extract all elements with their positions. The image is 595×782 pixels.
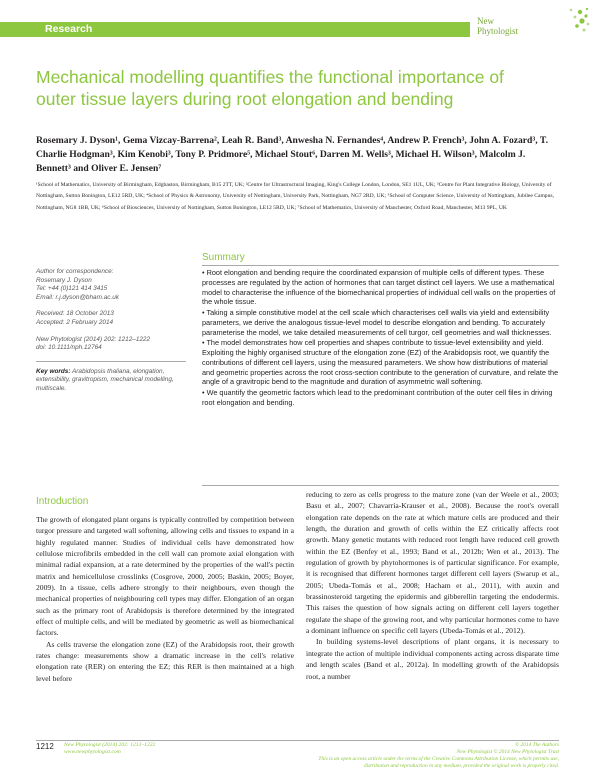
- author-list: Rosemary J. Dyson¹, Gema Vizcay-Barrena², Leah R. Band³, Anwesha N. Fernandes⁴, Andrew P. French³, John A. Fozard³, T. Charlie Hodgman³, Kim Kenobi³, Tony P. Pridmore⁵, Michael Stout⁶, Darren M. Wells³, Michael H. Wilson³, Malcolm J. Bennett³ and Oliver E. Jensen⁷: [36, 135, 548, 174]
- keywords-block: Key words: Arabidopsis thaliana, elongation, extensibility, gravitropism, mechanical modelling, multiscale.: [36, 367, 174, 392]
- footer-citation: New Phytologist (2014) 202: 1212–1222 www.newphytologist.com: [64, 742, 156, 755]
- affiliations: ¹School of Mathematics, University of Birmingham, Edgbaston, Birmingham, B15 2TT, UK; ²Centre for Ultrastructural Imaging, King's College London, London, SE1 1UL, UK; ³Centre for Plant Integrative Biology, University of Nottingham, Sutton Bonington, LE12 5RD, UK; ⁴School of Physics & Astronomy, University of Nottingham, University Park, Nottingham, NG7 2RD, UK; ⁵School of Computer Science, University of Nottingham, Jubilee Campus, Nottingham, NG8 1BB, UK; ⁶School of Biosciences, University of Nottingham, Sutton Bonington, LE12 5RD, UK; ⁷School of Mathematics, University of Manchester, Oxford Road, Manchester, M13 9PL, UK: [36, 182, 554, 211]
- summary-bullet: • We quantify the geometric factors which lead to the predominant contribution of the outer cell files in driving root elongation and bending.: [202, 388, 553, 407]
- journal-url-link[interactable]: www.newphytologist.com: [64, 749, 121, 755]
- paragraph: In building systems-level descriptions of plant organs, it is necessary to integrate the action of multiple individual components acting across disparate time and length scales (Band et al., 2012a). In modelling growth of the Arabidopsis root, a number: [306, 637, 559, 681]
- correspondence-block: Author for correspondence: Rosemary J. Dyson Tel: +44 (0)121 414 3415 Email: r.j.dyson@bham.ac.uk: [36, 268, 186, 302]
- citation-block: New Phytologist (2014) 202: 1212–1222 doi: 10.1111/nph.12764: [36, 336, 186, 353]
- journal-logo-dots: [540, 6, 590, 40]
- summary-bullet: • The model demonstrates how cell properties and shapes contribute to tissue-level extensibility and yield. Exploiting the highly organised structure of the elongation zone (EZ) of the Arabidopsis root, we quantify the contributions of different cell layers, using the measured parameters. We show how distributions of material and geometric properties across the root cross-section contribute to the generation of curvature, and relate the angle of a gravitropic bend to the magnitude and duration of asymmetric wall softening.: [202, 338, 559, 387]
- article-title: Mechanical modelling quantifies the functional importance of outer tissue layers during root elongation and bending: [36, 67, 504, 109]
- introduction-heading: Introduction: [36, 496, 89, 507]
- summary-body: [202, 268, 559, 409]
- correspondence-email[interactable]: Email: r.j.dyson@bham.ac.uk: [36, 293, 119, 301]
- footer-divider: [36, 740, 559, 741]
- paragraph: The growth of elongated plant organs is typically controlled by competition between turgor pressure and targeted wall softening, allowing cells and tissues to expand in a highly regulated manner. Studies of individual cells have demonstrated how cellulose microfibrils embedded in the cell wall can promote axial elongation with minimal radial expansion, at a rate determined by the properties of the wall's pectin matrix and hemicellulose crosslinks (Cosgrove, 2000, 2005; Baskin, 2005; Boyer, 2009). In a tissue, cells adhere strongly to their neighbours, even though the mechanical properties of neighbouring cell types may differ. Elongation of an organ such as the primary root of Arabidopsis is therefore determined by the integrated effect of multiple cells, and will be mediated by geometric as well as biomechanical factors.: [36, 515, 294, 638]
- section-label: Research: [45, 23, 93, 35]
- article-sidebar: [36, 268, 186, 402]
- journal-name: New Phytologist: [477, 16, 519, 36]
- body-column-right: [306, 489, 559, 682]
- summary-bullet: • Taking a simple constitutive model at the cell scale which characterises cell walls via yield and extensibility parameters, we derive the analogous tissue-level model to describe elongation and bending. To accurately parameterise the model, we take detailed measurements of cell turgor, cell geometries and wall thicknesses.: [202, 308, 552, 337]
- paragraph: As cells traverse the elongation zone (EZ) of the Arabidopsis root, their growth rates change: measurements show a dramatic increase in the cell's relative elongation rate (RER) on entering the EZ; this RER is then maintained at a high level before: [36, 639, 294, 683]
- paragraph: reducing to zero as cells progress to the mature zone (van der Weele et al., 2003; Basu et al., 2007; Chavarría-Krauser et al., 2008). Because the root's overall elongation rate depends on the rate at which mature cells are produced and their length, the duration and growth of cells within the EZ critically affects root growth. Many genetic mutants with reduced root length have reduced cell growth within the EZ (Benfey et al., 1993; Band et al., 2012b; Wen et al., 2013). The regulation of growth by phytohormones is of particular significance. For example, it is recognised that different hormones target different cell layers (Swarup et al., 2005; Ubeda-Tomás et al., 2008; Hacham et al., 2011), with auxin and brassinosteroid targeting the epidermis and gibberellin targeting the endodermis. This raises the question of how signals acting on different cell layers together regulate the shape of the growing root, and why particular hormones come to have a dominant influence on specific cell layers (Ubeda-Tomás et al., 2012).: [306, 490, 559, 636]
- summary-divider-bottom: [202, 485, 559, 486]
- summary-heading: Summary: [202, 252, 245, 263]
- summary-bullet: • Root elongation and bending require the coordinated expansion of multiple cells of different types. These processes are regulated by the action of hormones that can target distinct cell layers. We use a mathematical model to characterise the influence of the biomechanical properties of individual cell walls on the properties of the whole tissue.: [202, 268, 556, 307]
- footer-copyright: © 2014 The Authors New Phytologist © 2014 New Phytologist Trust This is an open access article under the terms of the Creative Commons Attribution License, which permits use, distribution and reproduction in any medium, provided the original work is properly cited.: [318, 742, 559, 769]
- doi-link[interactable]: doi: 10.1111/nph.12764: [36, 344, 102, 352]
- page-header: [0, 0, 595, 42]
- dates-block: Received: 18 October 2013 Accepted: 2 February 2014: [36, 310, 114, 326]
- sidebar-divider: [36, 361, 186, 362]
- body-column-left: [36, 514, 294, 684]
- page-number: 1212: [36, 742, 54, 751]
- summary-divider-top: [202, 265, 559, 266]
